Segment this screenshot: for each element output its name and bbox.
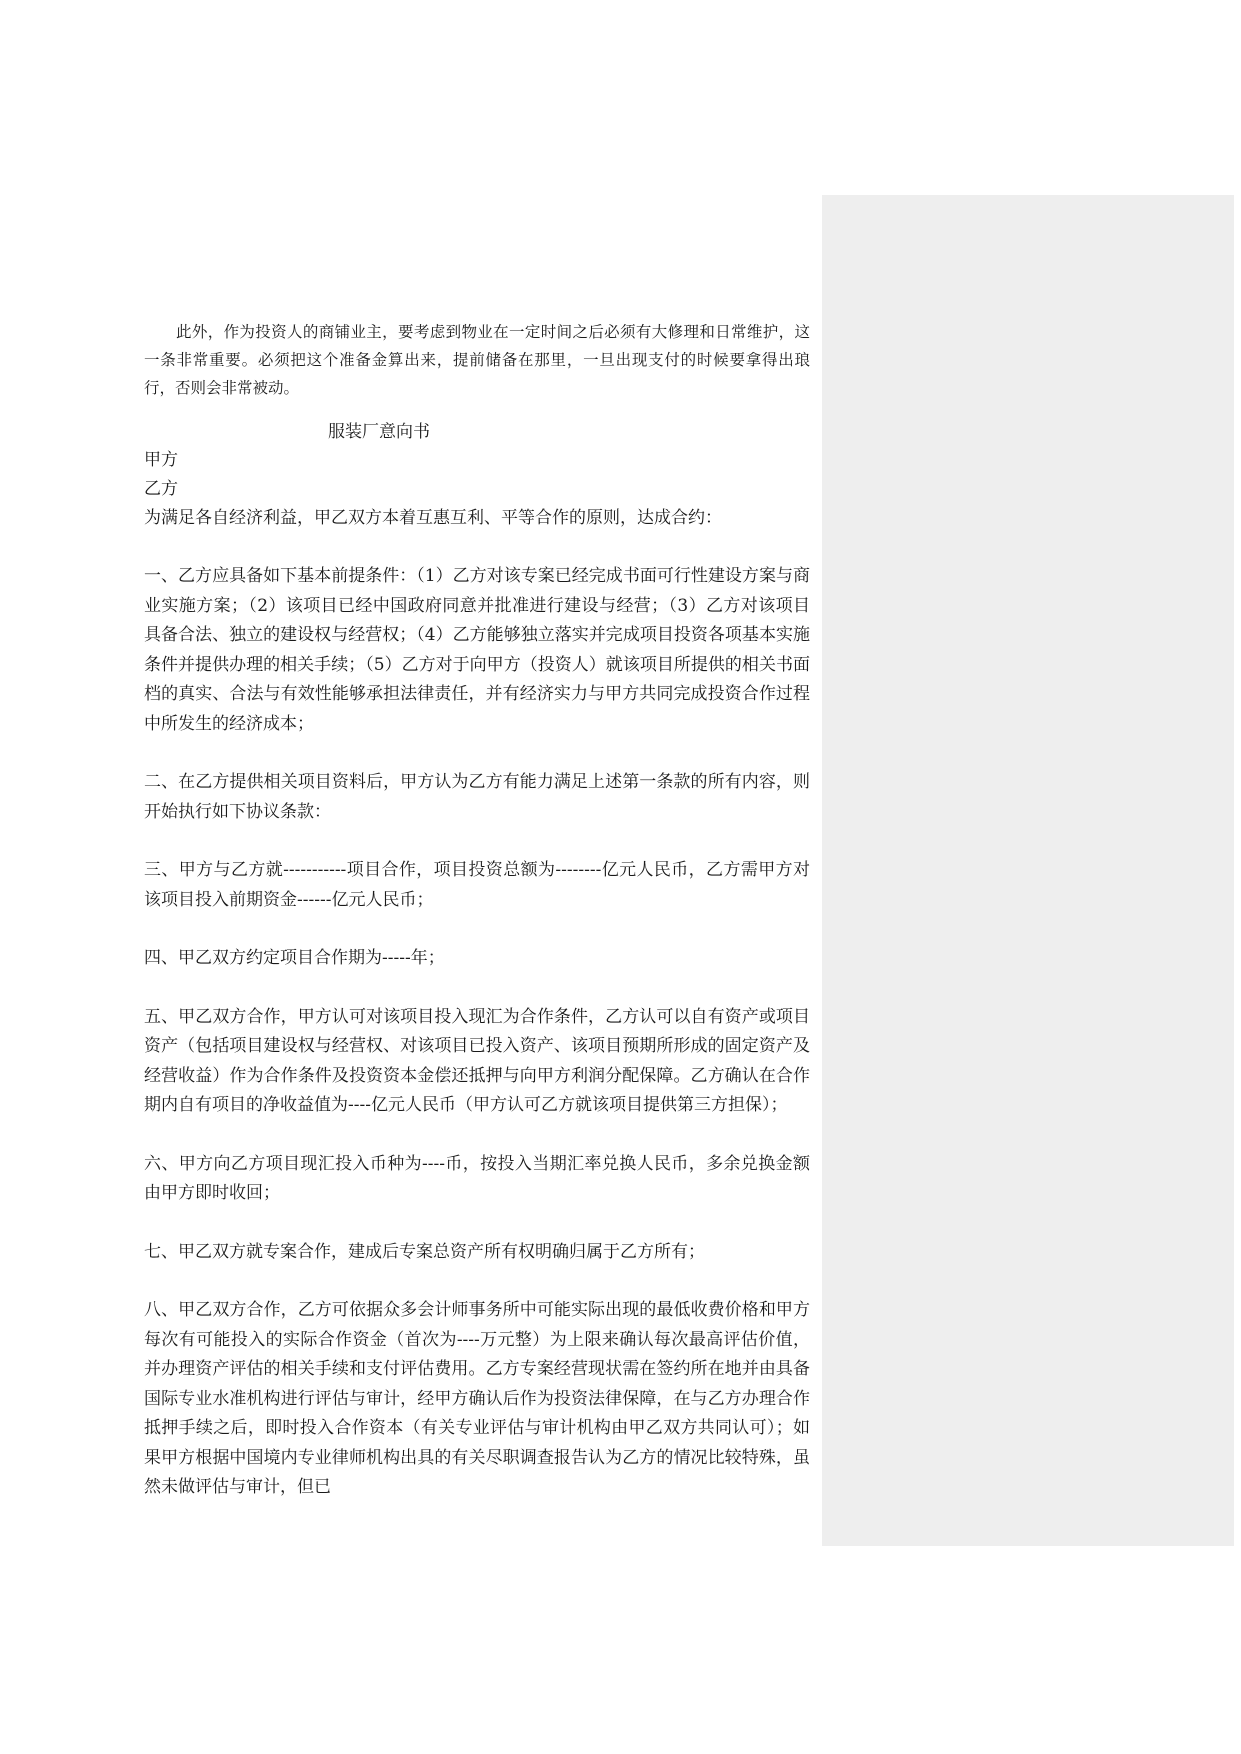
clause-2: 二、在乙方提供相关项目资料后，甲方认为乙方有能力满足上述第一条款的所有内容，则开始执行如下协议条款： xyxy=(144,772,810,822)
document-title: 服装厂意向书 xyxy=(328,422,430,442)
clause-1: 一、乙方应具备如下基本前提条件：（1）乙方对该专案已经完成书面可行性建设方案与商业实施方案；（2）该项目已经中国政府同意并批准进行建设与经营；（3）乙方对该项目具备合法、独立的建设权与经营权；（4）乙方能够独立落实并完成项目投资各项基本实施条件并提供办理的相关手续；（5）乙方对于向甲方（投资人）就该项目所提供的相关书面档的真实、合法与有效性能够承担法律责任，并有经济实力与甲方共同完成投资合作过程中所发生的经济成本； xyxy=(144,566,810,734)
party-b-label: 乙方 xyxy=(144,479,178,499)
comment-pane xyxy=(822,195,1234,1546)
intro-paragraph: 此外，作为投资人的商铺业主，要考虑到物业在一定时间之后必须有大修理和日常维护，这一条非常重要。必须把这个准备金算出来，提前储备在那里，一旦出现支付的时候要拿得出琅行，否则会非常被动。 xyxy=(144,323,810,397)
clause-7: 七、甲乙双方就专案合作，建成后专案总资产所有权明确归属于乙方所有； xyxy=(144,1241,705,1262)
document-body xyxy=(144,318,810,1503)
party-a-label: 甲方 xyxy=(144,450,178,470)
clause-3: 三、甲方与乙方就-----------项目合作，项目投资总额为--------亿元人民币，乙方需甲方对该项目投入前期资金------亿元人民币； xyxy=(144,860,810,910)
clause-8: 八、甲乙双方合作，乙方可依据众多会计师事务所中可能实际出现的最低收费价格和甲方每次有可能投入的实际合作资金（首次为----万元整）为上限来确认每次最高评估价值，并办理资产评估的相关手续和支付评估费用。乙方专案经营现状需在签约所在地并由具备国际专业水准机构进行评估与审计，经甲方确认后作为投资法律保障，在与乙方办理合作抵押手续之后，即时投入合作资本（有关专业评估与审计机构由甲乙双方共同认可）；如果甲方根据中国境内专业律师机构出具的有关尽职调查报告认为乙方的情况比较特殊，虽然未做评估与审计，但已 xyxy=(144,1300,810,1497)
clause-4: 四、甲乙双方约定项目合作期为-----年； xyxy=(144,948,445,968)
preamble: 为满足各自经济利益，甲乙双方本着互惠互利、平等合作的原则，达成合约： xyxy=(144,508,722,528)
clause-5: 五、甲乙双方合作，甲方认可对该项目投入现汇为合作条件，乙方认可以自有资产或项目资产（包括项目建设权与经营权、对该项目已投入资产、该项目预期所形成的固定资产及经营收益）作为合作条件及投资资本金偿还抵押与向甲方利润分配保障。乙方确认在合作期内自有项目的净收益值为----亿元人民币（甲方认可乙方就该项目提供第三方担保）； xyxy=(144,1006,810,1115)
clause-6: 六、甲方向乙方项目现汇投入币种为----币，按投入当期汇率兑换人民币，多余兑换金额由甲方即时收回； xyxy=(144,1153,810,1203)
